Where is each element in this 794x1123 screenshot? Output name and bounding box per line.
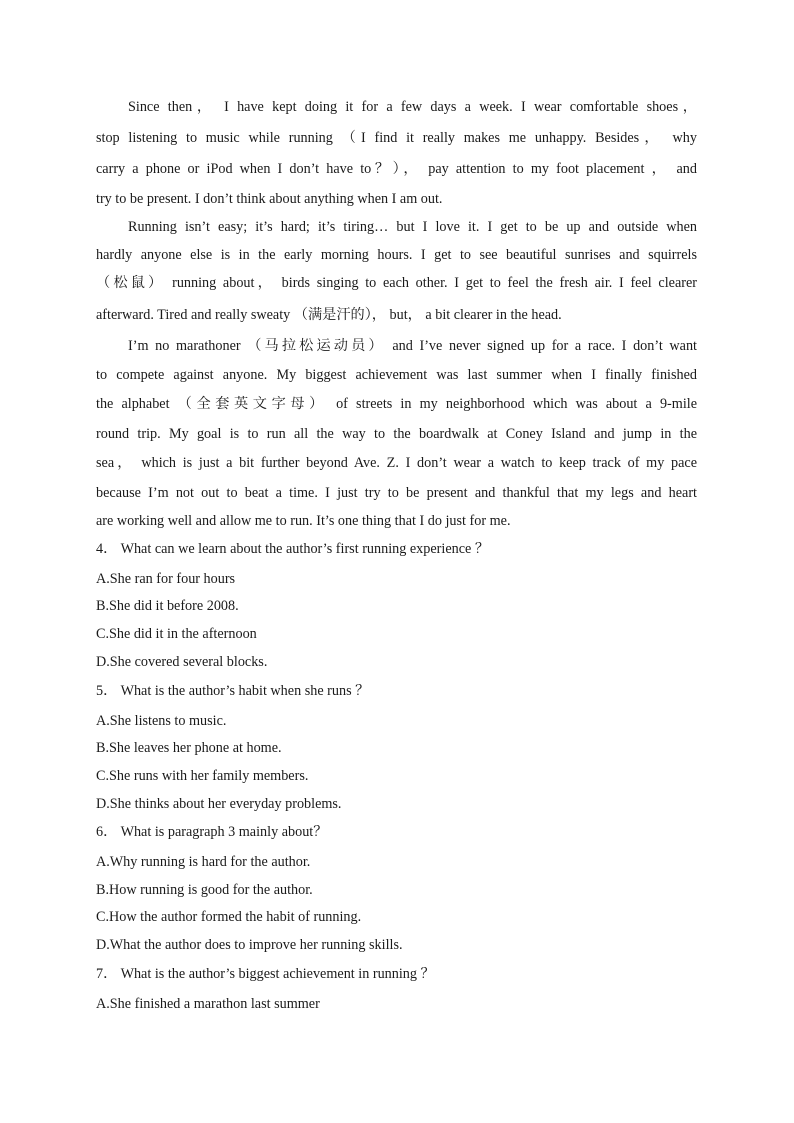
answer-option: A.She ran for four hours [96,571,236,587]
answer-option: B.How running is good for the author. [96,882,313,898]
question-stem: 4． What can we learn about the author’s first running experience ？ [96,541,490,557]
question-stem: 5． What is the author’s habit when she runs ？ [96,683,370,699]
paragraph-line: carry a phone or iPod when I don’t have to？）， pay attention to my foot placement ， and [96,161,697,177]
paragraph-line: （松鼠） running about， birds singing to each other. I get to feel the fresh air. I feel clearer [96,275,697,291]
paragraph-line: hardly anyone else is in the early morning hours. I get to see beautiful sunrises and squirrels [96,247,697,263]
paragraph-line: I’m no marathoner （马拉松运动员） and I’ve never signed up for a race. I don’t want [128,338,697,354]
answer-option: D.What the author does to improve her running skills. [96,937,403,953]
paragraph-line: the alphabet （全套英文字母） of streets in my neighborhood which was about a 9-mile [96,396,697,412]
answer-option: C.She runs with her family members. [96,768,309,784]
paragraph-line: Since then， I have kept doing it for a few days a week. I wear comfortable shoes， [128,99,697,115]
paragraph-line: try to be present. I don’t think about anything when I am out. [96,191,443,207]
paragraph-line: afterward. Tired and really sweaty （满是汗的）， but， a bit clearer in the head. [96,307,562,323]
paragraph-line: sea， which is just a bit further beyond Ave. Z. I don’t wear a watch to keep track of my pace [96,455,697,471]
answer-option: D.She covered several blocks. [96,654,268,670]
answer-option: C.She did it in the afternoon [96,626,257,642]
answer-option: A.She listens to music. [96,713,227,729]
question-stem: 6． What is paragraph 3 mainly about？ [96,824,328,840]
paragraph-line: to compete against anyone. My biggest achievement was last summer when I finally finished [96,367,697,383]
paragraph-line: are working well and allow me to run. It’s one thing that I do just for me. [96,513,511,529]
paragraph-line: because I’m not out to beat a time. I just try to be present and thankful that my legs and heart [96,485,697,501]
paragraph-line: stop listening to music while running （I find it really makes me unhappy. Besides， why [96,130,697,146]
answer-option: A.Why running is hard for the author. [96,854,311,870]
answer-option: D.She thinks about her everyday problems. [96,796,342,812]
question-stem: 7． What is the author’s biggest achievement in running ？ [96,966,435,982]
answer-option: B.She did it before 2008. [96,598,239,614]
answer-option: C.How the author formed the habit of running. [96,909,362,925]
answer-option: A.She finished a marathon last summer [96,996,320,1012]
paragraph-line: Running isn’t easy; it’s hard; it’s tiring… but I love it. I get to be up and outside when [128,219,697,235]
paragraph-line: round trip. My goal is to run all the way to the boardwalk at Coney Island and jump in the [96,426,697,442]
answer-option: B.She leaves her phone at home. [96,740,282,756]
